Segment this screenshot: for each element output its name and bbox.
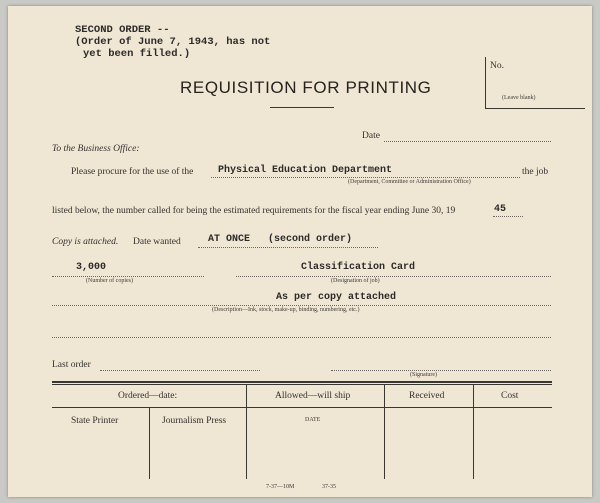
date-field[interactable] — [384, 141, 551, 142]
table-top-rule-1 — [52, 381, 552, 383]
procure-suffix: the job — [522, 167, 549, 177]
allowed-date-label: DATE — [305, 417, 321, 423]
page-title: REQUISITION FOR PRINTING — [180, 78, 432, 97]
title-underline — [270, 107, 334, 108]
last-order-field[interactable] — [100, 370, 260, 371]
number-note: (Leave blank) — [502, 95, 536, 101]
header-ordered-date: Ordered—date: — [118, 391, 178, 401]
table-header-rule — [52, 407, 552, 408]
description-field-2[interactable] — [52, 337, 551, 338]
table-divider-1 — [246, 384, 247, 479]
typed-note — [75, 24, 270, 60]
typed-note-line-2: (Order of June 7, 1943, has not — [75, 36, 271, 48]
last-order-label: Last order — [52, 360, 91, 370]
fiscal-year-field[interactable] — [493, 216, 523, 217]
number-box-bottom-rule — [485, 108, 585, 109]
description-caption: (Description—Ink, stock, make-up, binding, numbering, etc.) — [212, 307, 360, 313]
designation-field[interactable] — [236, 276, 551, 277]
description-value: As per copy attached — [276, 292, 397, 303]
date-wanted-label: Date wanted — [133, 237, 181, 247]
department-caption: (Department, Committee or Administration Office) — [348, 179, 471, 185]
header-received: Received — [409, 391, 445, 401]
signature-field[interactable] — [331, 370, 551, 371]
number-box-left-rule — [485, 57, 486, 109]
department-field[interactable] — [211, 177, 520, 178]
form-code-2: 37-35 — [322, 484, 336, 490]
copy-attached-label: Copy is attached. — [52, 237, 119, 247]
salutation: To the Business Office: — [52, 144, 140, 154]
department-value: Physical Education Department — [218, 165, 393, 176]
table-divider-2 — [384, 384, 385, 479]
copies-field[interactable] — [52, 276, 204, 277]
state-printer-label: State Printer — [71, 416, 119, 426]
table-top-rule-2 — [52, 384, 552, 385]
signature-caption: (Signature) — [410, 372, 437, 378]
typed-note-line-1: SECOND ORDER -- — [75, 24, 170, 36]
date-wanted-value: AT ONCE (second order) — [208, 234, 353, 245]
date-label: Date — [362, 131, 380, 141]
form-code: 7-37—10M — [266, 484, 295, 490]
description-field[interactable] — [52, 305, 551, 306]
copies-value: 3,000 — [76, 262, 107, 273]
table-divider-3 — [473, 384, 474, 479]
number-label: No. — [490, 61, 504, 71]
designation-caption: (Designation of job) — [331, 278, 380, 284]
typed-note-line-3: yet been filled.) — [83, 48, 191, 60]
requisition-form — [8, 6, 592, 497]
copies-caption: (Number of copies) — [86, 278, 133, 284]
table-divider-ordered — [149, 407, 150, 479]
fiscal-year-value: 45 — [494, 204, 507, 215]
header-allowed-will-ship: Allowed—will ship — [275, 391, 351, 401]
journalism-press-label: Journalism Press — [162, 416, 227, 426]
designation-value: Classification Card — [301, 262, 416, 273]
fiscal-year-text: listed below, the number called for being the estimated requirements for the fiscal year ending June 30, 19 — [52, 206, 456, 216]
date-wanted-field[interactable] — [198, 247, 378, 248]
procure-prefix: Please procure for the use of the — [71, 167, 194, 177]
header-cost: Cost — [501, 391, 519, 401]
